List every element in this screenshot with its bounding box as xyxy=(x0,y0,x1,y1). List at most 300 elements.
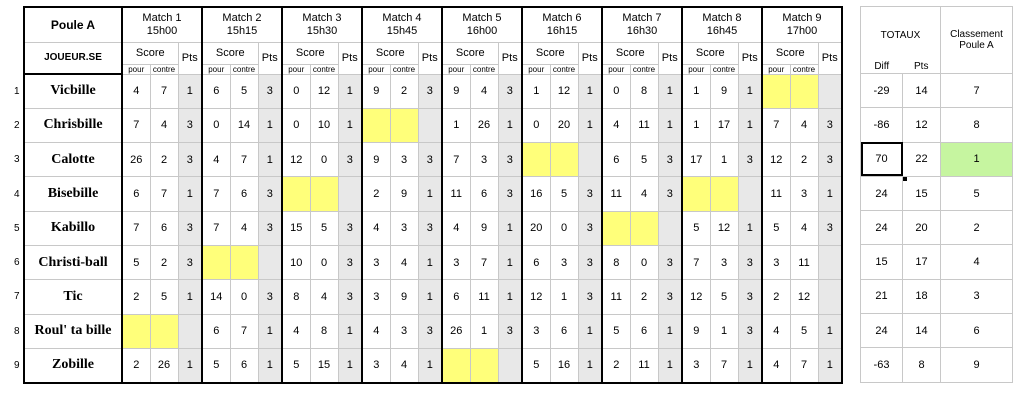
pts-cell[interactable]: 3 xyxy=(578,211,602,245)
score-contre-cell[interactable]: 2 xyxy=(790,143,818,177)
pts-cell[interactable]: 1 xyxy=(578,74,602,108)
pts-cell[interactable]: 3 xyxy=(418,314,442,348)
score-pour-cell[interactable]: 4 xyxy=(282,314,310,348)
player-row xyxy=(6,108,842,142)
score-contre-cell[interactable]: 20 xyxy=(550,108,578,142)
rank-cell[interactable]: 5 xyxy=(941,176,1013,210)
score-pour-cell[interactable]: 9 xyxy=(362,143,390,177)
score-pour-cell[interactable]: 12 xyxy=(762,143,790,177)
player-name[interactable]: Tic xyxy=(24,280,122,314)
score-pour-cell[interactable]: 1 xyxy=(682,74,710,108)
pts-cell[interactable]: 3 xyxy=(498,314,522,348)
score-contre-cell[interactable]: 9 xyxy=(470,211,498,245)
score-contre-cell[interactable]: 0 xyxy=(550,211,578,245)
score-contre-cell[interactable]: 17 xyxy=(710,108,738,142)
player-name[interactable]: Roul' ta bille xyxy=(24,314,122,348)
score-pour-cell[interactable]: 4 xyxy=(362,314,390,348)
pts-cell[interactable]: 3 xyxy=(578,245,602,279)
diff-cell[interactable]: 24 xyxy=(861,211,903,245)
score-pour-cell[interactable]: 26 xyxy=(122,143,150,177)
pts-cell[interactable]: 1 xyxy=(258,348,282,382)
pts-cell[interactable]: 1 xyxy=(818,348,842,382)
pts-cell[interactable]: 1 xyxy=(258,108,282,142)
pts-cell[interactable]: 3 xyxy=(258,74,282,108)
pts-cell[interactable]: 3 xyxy=(498,74,522,108)
bye-cell[interactable] xyxy=(282,177,310,211)
pts-cell[interactable]: 1 xyxy=(658,314,682,348)
pts-cell[interactable]: 1 xyxy=(258,314,282,348)
score-pour-cell[interactable]: 4 xyxy=(762,348,790,382)
score-contre-cell[interactable]: 7 xyxy=(150,177,178,211)
score-pour-cell[interactable]: 12 xyxy=(282,143,310,177)
bye-cell[interactable] xyxy=(550,143,578,177)
pts-cell[interactable]: 3 xyxy=(738,280,762,314)
bye-cell[interactable] xyxy=(122,314,150,348)
score-contre-cell[interactable]: 1 xyxy=(710,314,738,348)
score-contre-cell[interactable]: 16 xyxy=(550,348,578,382)
score-contre-cell[interactable]: 9 xyxy=(390,177,418,211)
score-contre-cell[interactable]: 6 xyxy=(630,314,658,348)
score-contre-cell[interactable]: 3 xyxy=(390,314,418,348)
score-contre-cell[interactable]: 0 xyxy=(630,245,658,279)
pts-cell[interactable]: 3 xyxy=(338,143,362,177)
total-pts-cell[interactable]: 17 xyxy=(903,245,941,279)
pts-cell[interactable]: 1 xyxy=(338,74,362,108)
bye-cell[interactable] xyxy=(762,74,790,108)
bye-cell[interactable] xyxy=(442,348,470,382)
score-contre-cell[interactable]: 4 xyxy=(470,74,498,108)
pts-cell[interactable] xyxy=(658,211,682,245)
diff-cell[interactable]: -29 xyxy=(861,74,903,108)
diff-cell[interactable]: 70 xyxy=(861,142,903,176)
total-pts-cell[interactable]: 14 xyxy=(903,314,941,348)
score-contre-cell[interactable]: 4 xyxy=(310,280,338,314)
pts-cell[interactable]: 3 xyxy=(338,245,362,279)
bye-cell[interactable] xyxy=(602,211,630,245)
score-contre-cell[interactable]: 6 xyxy=(230,177,258,211)
pts-cell[interactable]: 1 xyxy=(258,143,282,177)
rank-cell[interactable]: 9 xyxy=(941,348,1013,382)
pts-cell[interactable]: 1 xyxy=(178,348,202,382)
score-contre-cell[interactable]: 11 xyxy=(470,280,498,314)
pts-cell[interactable] xyxy=(338,177,362,211)
score-contre-cell[interactable]: 6 xyxy=(150,211,178,245)
pts-cell[interactable]: 1 xyxy=(578,348,602,382)
score-contre-cell[interactable]: 3 xyxy=(390,143,418,177)
score-contre-cell[interactable]: 12 xyxy=(790,280,818,314)
pts-cell[interactable]: 3 xyxy=(178,143,202,177)
score-contre-cell[interactable]: 12 xyxy=(550,74,578,108)
score-pour-cell[interactable]: 5 xyxy=(202,348,230,382)
score-contre-cell[interactable]: 7 xyxy=(230,314,258,348)
score-contre-cell[interactable]: 7 xyxy=(150,74,178,108)
pts-cell[interactable]: 3 xyxy=(738,143,762,177)
score-contre-cell[interactable]: 4 xyxy=(630,177,658,211)
pts-cell[interactable]: 3 xyxy=(418,74,442,108)
score-contre-cell[interactable]: 0 xyxy=(310,143,338,177)
rank-cell[interactable]: 2 xyxy=(941,211,1013,245)
score-contre-cell[interactable]: 3 xyxy=(390,211,418,245)
pts-cell[interactable]: 3 xyxy=(738,314,762,348)
score-pour-cell[interactable]: 3 xyxy=(682,348,710,382)
score-contre-cell[interactable]: 1 xyxy=(470,314,498,348)
total-pts-cell[interactable]: 8 xyxy=(903,348,941,382)
bye-cell[interactable] xyxy=(470,348,498,382)
score-pour-cell[interactable]: 5 xyxy=(122,245,150,279)
pts-cell[interactable] xyxy=(818,245,842,279)
score-contre-cell[interactable]: 6 xyxy=(550,314,578,348)
score-pour-cell[interactable]: 14 xyxy=(202,280,230,314)
score-contre-cell[interactable]: 0 xyxy=(230,280,258,314)
score-contre-cell[interactable]: 3 xyxy=(790,177,818,211)
pts-cell[interactable]: 3 xyxy=(498,177,522,211)
score-pour-cell[interactable]: 1 xyxy=(522,74,550,108)
pts-cell[interactable]: 1 xyxy=(578,108,602,142)
pts-cell[interactable]: 1 xyxy=(818,177,842,211)
rank-cell[interactable]: 7 xyxy=(941,74,1013,108)
score-contre-cell[interactable]: 0 xyxy=(310,245,338,279)
score-pour-cell[interactable]: 3 xyxy=(362,348,390,382)
score-contre-cell[interactable]: 14 xyxy=(230,108,258,142)
pour-header: pour xyxy=(442,64,470,74)
match-time: 16h15 xyxy=(546,24,578,37)
score-pour-cell[interactable]: 5 xyxy=(762,211,790,245)
score-contre-cell[interactable]: 7 xyxy=(710,348,738,382)
pts-cell[interactable]: 1 xyxy=(178,177,202,211)
bye-cell[interactable] xyxy=(790,74,818,108)
player-name[interactable]: Kabillo xyxy=(24,211,122,245)
pts-cell[interactable]: 3 xyxy=(418,211,442,245)
totals-row xyxy=(861,108,1013,142)
score-contre-cell[interactable]: 4 xyxy=(390,348,418,382)
score-contre-cell[interactable]: 2 xyxy=(630,280,658,314)
score-contre-cell[interactable]: 3 xyxy=(550,245,578,279)
pts-cell[interactable]: 1 xyxy=(498,280,522,314)
score-contre-cell[interactable]: 9 xyxy=(390,280,418,314)
score-pour-cell[interactable]: 4 xyxy=(602,108,630,142)
pts-cell[interactable] xyxy=(738,177,762,211)
pts-cell[interactable]: 3 xyxy=(578,280,602,314)
score-pour-cell[interactable]: 4 xyxy=(202,143,230,177)
pts-cell[interactable]: 3 xyxy=(258,211,282,245)
score-contre-cell[interactable]: 12 xyxy=(310,74,338,108)
pts-cell[interactable]: 3 xyxy=(258,280,282,314)
score-pour-cell[interactable]: 3 xyxy=(522,314,550,348)
pts-cell[interactable]: 1 xyxy=(658,74,682,108)
player-name[interactable]: Christi-ball xyxy=(24,245,122,279)
score-pour-cell[interactable]: 15 xyxy=(282,211,310,245)
score-contre-cell[interactable]: 1 xyxy=(550,280,578,314)
pts-cell[interactable] xyxy=(258,245,282,279)
pts-cell[interactable]: 1 xyxy=(738,211,762,245)
pts-cell[interactable] xyxy=(818,74,842,108)
score-pour-cell[interactable]: 0 xyxy=(282,108,310,142)
player-name[interactable]: Zobille xyxy=(24,348,122,382)
totals-row xyxy=(861,74,1013,108)
score-pour-cell[interactable]: 1 xyxy=(442,108,470,142)
pts-cell[interactable]: 1 xyxy=(178,74,202,108)
score-pour-cell[interactable]: 16 xyxy=(522,177,550,211)
score-pour-cell[interactable]: 9 xyxy=(442,74,470,108)
score-contre-cell[interactable]: 7 xyxy=(470,245,498,279)
pts-cell[interactable]: 3 xyxy=(178,108,202,142)
score-contre-cell[interactable]: 4 xyxy=(790,211,818,245)
pts-cell[interactable]: 1 xyxy=(578,314,602,348)
score-contre-cell[interactable]: 10 xyxy=(310,108,338,142)
totals-row xyxy=(861,279,1013,313)
pts-cell[interactable]: 1 xyxy=(498,108,522,142)
score-pour-cell[interactable]: 7 xyxy=(122,211,150,245)
bye-cell[interactable] xyxy=(230,245,258,279)
rank-cell[interactable]: 8 xyxy=(941,108,1013,142)
pts-cell[interactable]: 3 xyxy=(418,143,442,177)
score-pour-cell[interactable]: 2 xyxy=(122,348,150,382)
score-pour-cell[interactable]: 11 xyxy=(762,177,790,211)
rank-cell[interactable]: 1 xyxy=(941,142,1013,176)
row-number: 3 xyxy=(6,143,24,177)
score-pour-cell[interactable]: 12 xyxy=(522,280,550,314)
score-contre-cell[interactable]: 5 xyxy=(150,280,178,314)
score-pour-cell[interactable]: 26 xyxy=(442,314,470,348)
pts-cell[interactable]: 3 xyxy=(818,211,842,245)
row-number: 7 xyxy=(6,280,24,314)
bye-cell[interactable] xyxy=(682,177,710,211)
score-contre-cell[interactable]: 11 xyxy=(790,245,818,279)
score-pour-cell[interactable]: 7 xyxy=(442,143,470,177)
score-pour-cell[interactable]: 20 xyxy=(522,211,550,245)
score-pour-cell[interactable]: 6 xyxy=(202,74,230,108)
score-pour-cell[interactable]: 11 xyxy=(602,280,630,314)
pts-cell[interactable]: 3 xyxy=(818,108,842,142)
score-pour-cell[interactable]: 6 xyxy=(202,314,230,348)
score-pour-cell[interactable]: 6 xyxy=(522,245,550,279)
rank-cell[interactable]: 3 xyxy=(941,279,1013,313)
pts-cell[interactable]: 1 xyxy=(818,314,842,348)
pts-cell[interactable]: 1 xyxy=(658,108,682,142)
pts-header: Pts xyxy=(658,42,682,74)
bye-cell[interactable] xyxy=(390,108,418,142)
pts-cell[interactable]: 3 xyxy=(498,143,522,177)
score-contre-cell[interactable]: 26 xyxy=(470,108,498,142)
score-pour-cell[interactable]: 7 xyxy=(682,245,710,279)
pts-cell[interactable]: 3 xyxy=(258,177,282,211)
match-time: 15h15 xyxy=(226,24,258,37)
score-pour-cell[interactable]: 3 xyxy=(362,245,390,279)
match-time: 17h00 xyxy=(786,24,818,37)
score-pour-cell[interactable]: 2 xyxy=(602,348,630,382)
pts-cell[interactable]: 1 xyxy=(738,348,762,382)
score-contre-cell[interactable]: 5 xyxy=(550,177,578,211)
pts-cell[interactable] xyxy=(418,108,442,142)
score-pour-cell[interactable]: 7 xyxy=(122,108,150,142)
score-pour-cell[interactable]: 9 xyxy=(362,74,390,108)
diff-cell[interactable]: 24 xyxy=(861,314,903,348)
score-contre-cell[interactable]: 12 xyxy=(710,211,738,245)
score-pour-cell[interactable]: 4 xyxy=(762,314,790,348)
pts-cell[interactable]: 3 xyxy=(338,280,362,314)
score-pour-cell[interactable]: 5 xyxy=(602,314,630,348)
score-pour-cell[interactable]: 0 xyxy=(282,74,310,108)
total-pts-cell[interactable]: 22 xyxy=(903,142,941,176)
pts-cell[interactable]: 1 xyxy=(338,314,362,348)
score-contre-cell[interactable]: 6 xyxy=(230,348,258,382)
score-pour-cell[interactable]: 3 xyxy=(362,280,390,314)
score-contre-cell[interactable]: 3 xyxy=(470,143,498,177)
score-pour-cell[interactable]: 2 xyxy=(762,280,790,314)
score-contre-cell[interactable]: 5 xyxy=(630,143,658,177)
score-pour-cell[interactable]: 11 xyxy=(442,177,470,211)
fill-handle[interactable] xyxy=(903,177,907,181)
score-contre-cell[interactable]: 5 xyxy=(230,74,258,108)
match-header xyxy=(202,7,282,42)
score-contre-cell[interactable]: 9 xyxy=(710,74,738,108)
pts-cell[interactable] xyxy=(498,348,522,382)
total-pts-cell[interactable]: 18 xyxy=(903,279,941,313)
score-contre-cell[interactable]: 8 xyxy=(630,74,658,108)
pts-cell[interactable]: 3 xyxy=(658,177,682,211)
score-contre-cell[interactable]: 5 xyxy=(310,211,338,245)
score-contre-cell[interactable]: 2 xyxy=(390,74,418,108)
pts-cell[interactable]: 1 xyxy=(498,245,522,279)
pts-cell[interactable]: 3 xyxy=(178,211,202,245)
score-header: Score xyxy=(202,42,258,64)
score-contre-cell[interactable]: 4 xyxy=(390,245,418,279)
score-contre-cell[interactable]: 2 xyxy=(150,245,178,279)
score-pour-cell[interactable]: 6 xyxy=(602,143,630,177)
pts-header: Pts xyxy=(178,42,202,74)
score-contre-cell[interactable]: 7 xyxy=(790,348,818,382)
pts-cell[interactable]: 1 xyxy=(178,280,202,314)
pts-cell[interactable]: 1 xyxy=(338,108,362,142)
pts-cell[interactable]: 3 xyxy=(658,280,682,314)
score-pour-cell[interactable]: 5 xyxy=(682,211,710,245)
pts-cell[interactable]: 1 xyxy=(738,74,762,108)
diff-cell[interactable]: 15 xyxy=(861,245,903,279)
pts-cell[interactable]: 1 xyxy=(418,177,442,211)
score-pour-cell[interactable]: 10 xyxy=(282,245,310,279)
pts-cell[interactable]: 1 xyxy=(658,348,682,382)
score-contre-cell[interactable]: 26 xyxy=(150,348,178,382)
score-pour-cell[interactable]: 7 xyxy=(202,177,230,211)
score-contre-cell[interactable]: 5 xyxy=(710,280,738,314)
score-contre-cell[interactable]: 4 xyxy=(150,108,178,142)
diff-cell[interactable]: -63 xyxy=(861,348,903,382)
pts-cell[interactable]: 1 xyxy=(738,108,762,142)
score-pour-cell[interactable]: 3 xyxy=(442,245,470,279)
pts-cell[interactable]: 1 xyxy=(418,280,442,314)
pts-cell[interactable]: 3 xyxy=(178,245,202,279)
pts-cell[interactable]: 3 xyxy=(818,143,842,177)
score-contre-cell[interactable]: 4 xyxy=(790,108,818,142)
pts-cell[interactable]: 3 xyxy=(578,177,602,211)
player-name[interactable]: Bisebille xyxy=(24,177,122,211)
score-pour-cell[interactable]: 6 xyxy=(122,177,150,211)
score-contre-cell[interactable]: 7 xyxy=(230,143,258,177)
pts-cell[interactable] xyxy=(818,280,842,314)
total-pts-cell[interactable]: 20 xyxy=(903,211,941,245)
pts-cell[interactable]: 1 xyxy=(498,211,522,245)
diff-cell[interactable]: 24 xyxy=(861,176,903,210)
score-contre-cell[interactable]: 1 xyxy=(710,143,738,177)
score-pour-cell[interactable]: 5 xyxy=(522,348,550,382)
score-pour-cell[interactable]: 7 xyxy=(762,108,790,142)
pts-cell[interactable]: 3 xyxy=(658,143,682,177)
diff-cell[interactable]: -86 xyxy=(861,108,903,142)
score-contre-cell[interactable]: 11 xyxy=(630,348,658,382)
pts-cell[interactable]: 1 xyxy=(418,245,442,279)
score-contre-cell[interactable]: 15 xyxy=(310,348,338,382)
score-pour-cell[interactable]: 2 xyxy=(122,280,150,314)
player-name[interactable]: Vicbille xyxy=(24,74,122,108)
score-pour-cell[interactable]: 8 xyxy=(602,245,630,279)
bye-cell[interactable] xyxy=(710,177,738,211)
score-pour-cell[interactable]: 11 xyxy=(602,177,630,211)
score-pour-cell[interactable]: 4 xyxy=(362,211,390,245)
pts-cell[interactable] xyxy=(578,143,602,177)
total-pts-cell[interactable]: 14 xyxy=(903,74,941,108)
score-pour-cell[interactable]: 2 xyxy=(362,177,390,211)
diff-cell[interactable]: 21 xyxy=(861,279,903,313)
score-pour-cell[interactable]: 3 xyxy=(762,245,790,279)
player-name[interactable]: Calotte xyxy=(24,143,122,177)
score-pour-cell[interactable]: 7 xyxy=(202,211,230,245)
pts-header: Pts xyxy=(818,42,842,74)
score-contre-cell[interactable]: 4 xyxy=(230,211,258,245)
poule-title: Poule A xyxy=(24,7,122,42)
score-pour-cell[interactable]: 8 xyxy=(282,280,310,314)
score-pour-cell[interactable]: 0 xyxy=(202,108,230,142)
score-contre-cell[interactable]: 3 xyxy=(710,245,738,279)
player-name[interactable]: Chrisbille xyxy=(24,108,122,142)
bye-cell[interactable] xyxy=(522,143,550,177)
score-contre-cell[interactable]: 5 xyxy=(790,314,818,348)
match-header xyxy=(522,7,602,42)
score-contre-cell[interactable]: 11 xyxy=(630,108,658,142)
match-header xyxy=(282,7,362,42)
pts-cell[interactable]: 3 xyxy=(738,245,762,279)
score-pour-cell[interactable]: 12 xyxy=(682,280,710,314)
rank-cell[interactable]: 6 xyxy=(941,314,1013,348)
totals-row xyxy=(861,245,1013,279)
score-pour-cell[interactable]: 4 xyxy=(442,211,470,245)
score-pour-cell[interactable]: 1 xyxy=(682,108,710,142)
pts-cell[interactable]: 1 xyxy=(338,348,362,382)
score-pour-cell[interactable]: 5 xyxy=(282,348,310,382)
score-pour-cell[interactable]: 0 xyxy=(602,74,630,108)
total-pts-cell[interactable]: 12 xyxy=(903,108,941,142)
score-pour-cell[interactable]: 17 xyxy=(682,143,710,177)
rank-cell[interactable]: 4 xyxy=(941,245,1013,279)
score-pour-cell[interactable]: 6 xyxy=(442,280,470,314)
total-pts-cell[interactable]: 15 xyxy=(903,176,941,210)
score-contre-cell[interactable]: 2 xyxy=(150,143,178,177)
score-pour-cell[interactable]: 9 xyxy=(682,314,710,348)
score-contre-cell[interactable]: 8 xyxy=(310,314,338,348)
pts-cell[interactable]: 1 xyxy=(418,348,442,382)
bye-cell[interactable] xyxy=(202,245,230,279)
score-contre-cell[interactable]: 6 xyxy=(470,177,498,211)
pts-cell[interactable]: 3 xyxy=(338,211,362,245)
pts-cell[interactable] xyxy=(178,314,202,348)
bye-cell[interactable] xyxy=(150,314,178,348)
score-pour-cell[interactable]: 0 xyxy=(522,108,550,142)
match-name: Match 1 xyxy=(142,11,182,24)
pts-cell[interactable]: 3 xyxy=(658,245,682,279)
bye-cell[interactable] xyxy=(310,177,338,211)
bye-cell[interactable] xyxy=(362,108,390,142)
score-pour-cell[interactable]: 4 xyxy=(122,74,150,108)
bye-cell[interactable] xyxy=(630,211,658,245)
